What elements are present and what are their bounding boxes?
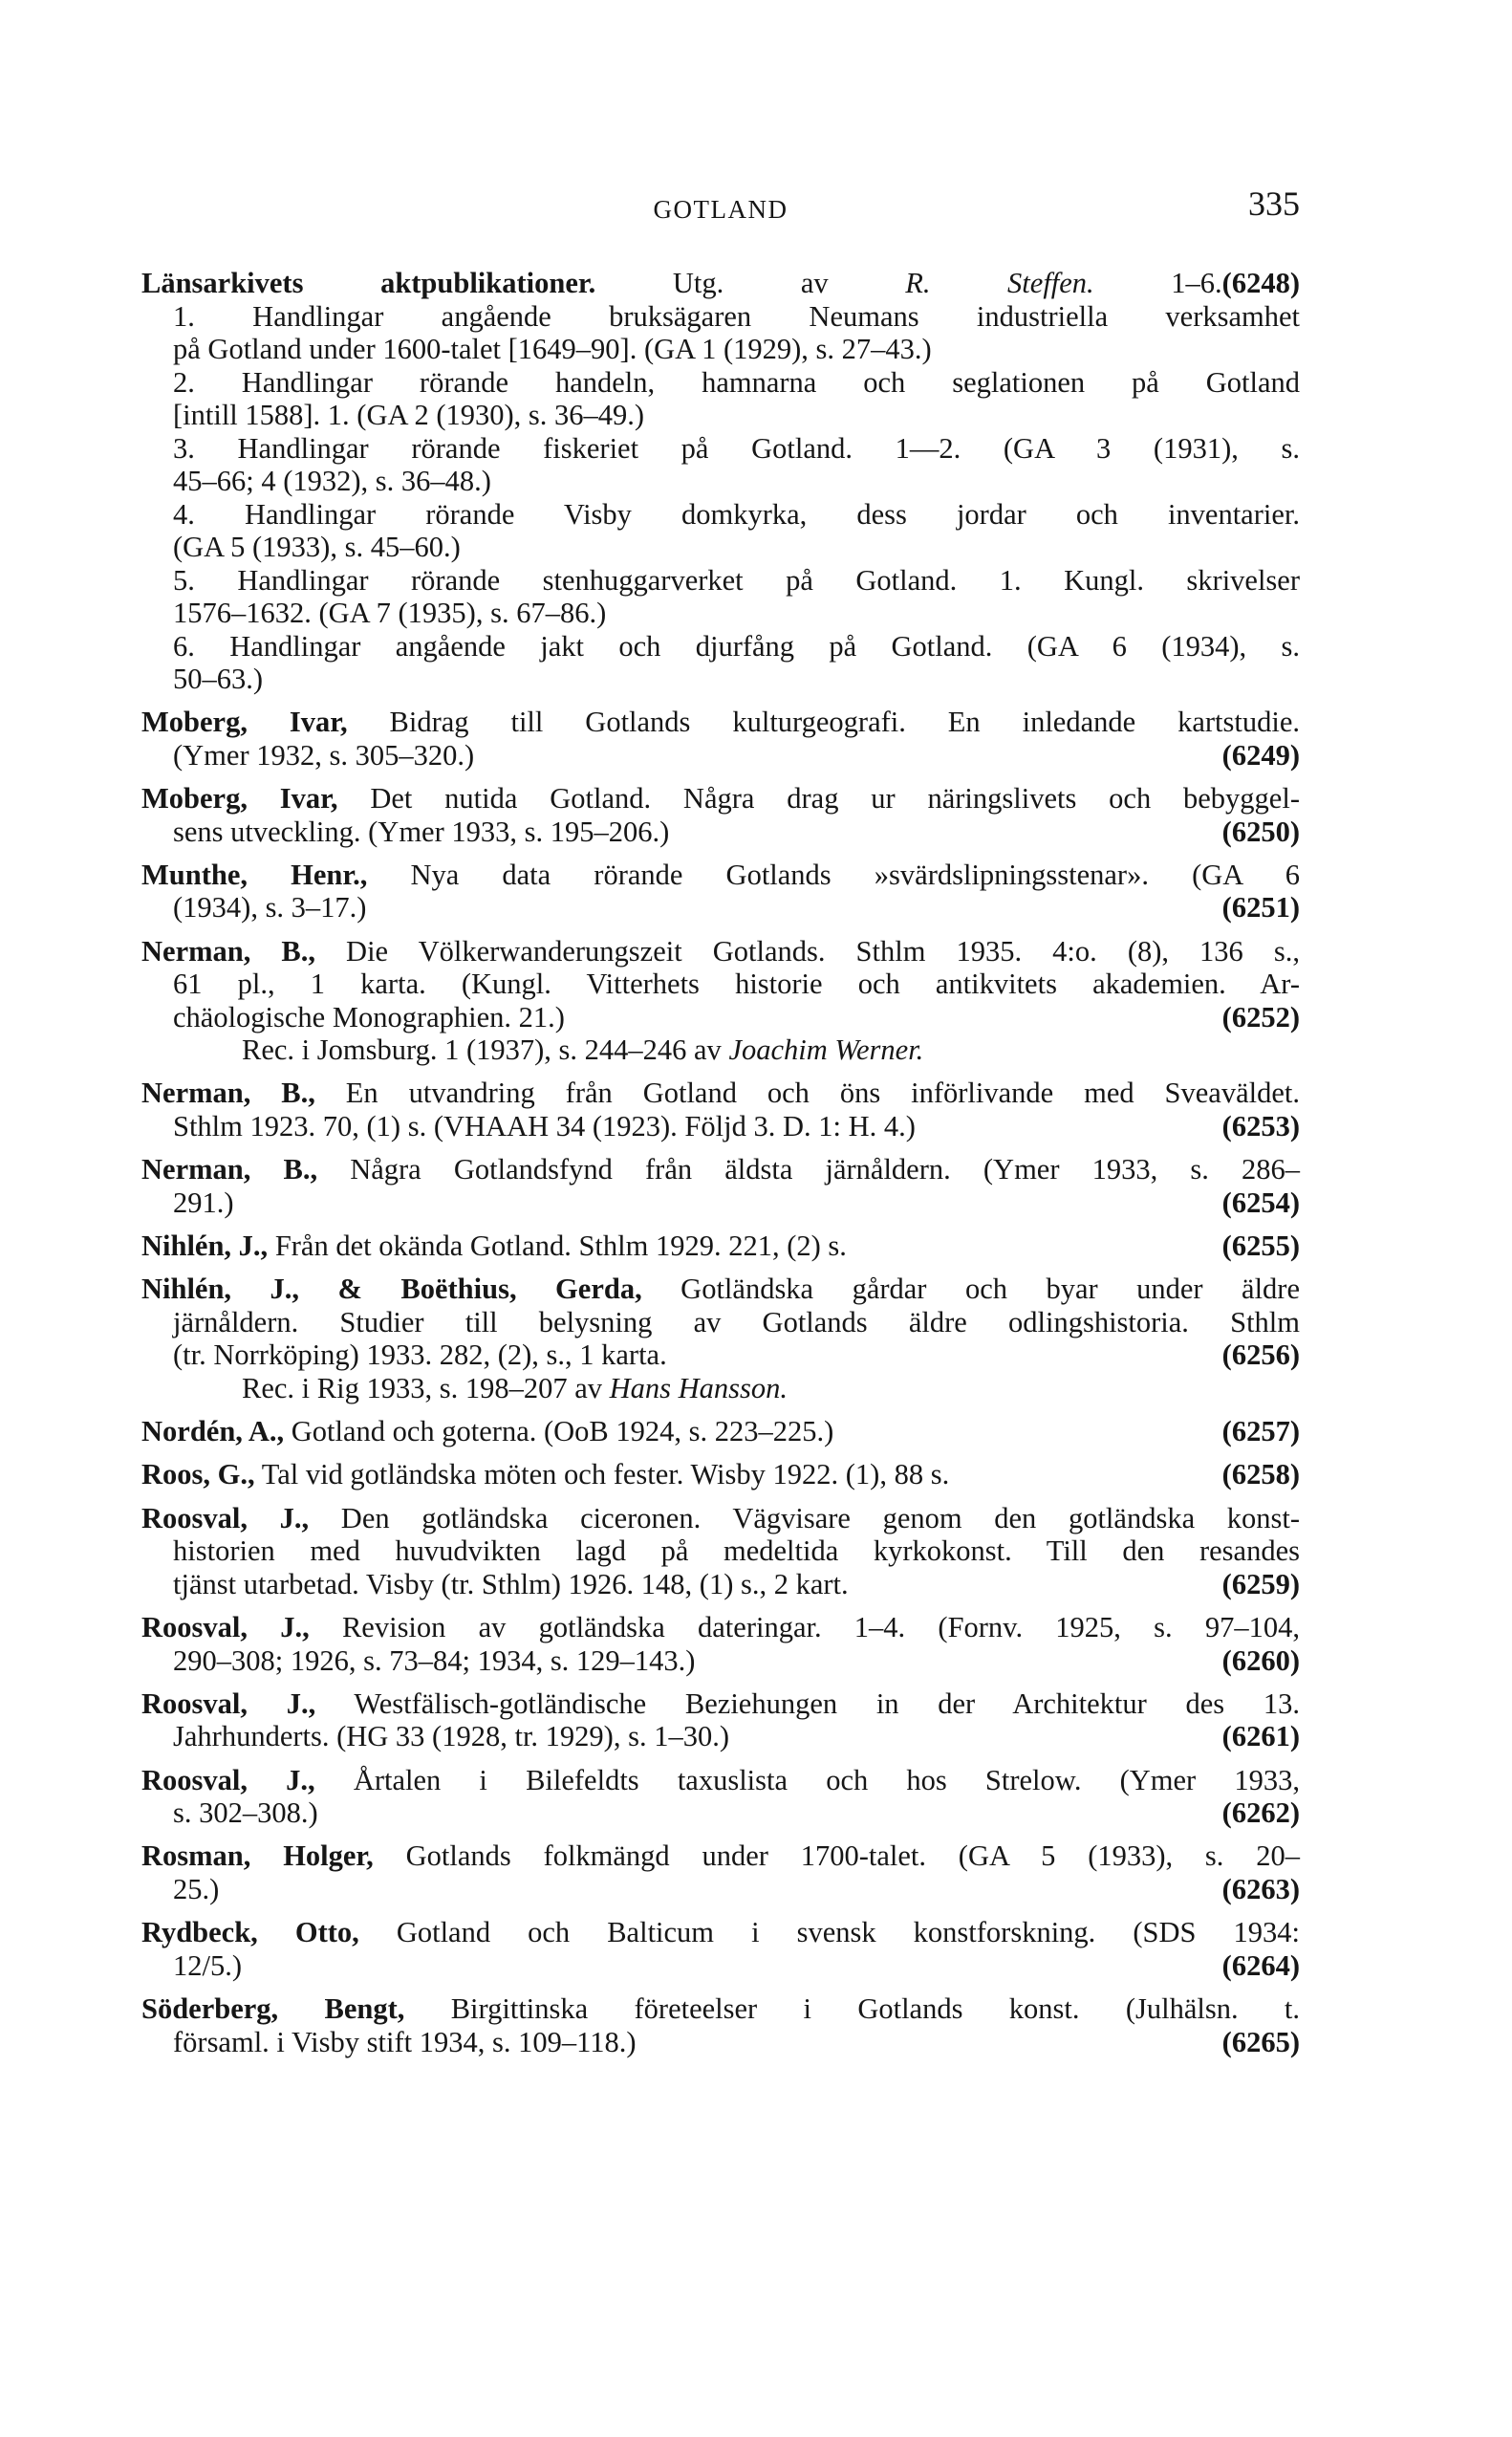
entry-text: Westfälisch-gotländische Beziehungen in der Architektur des 13.: [315, 1686, 1300, 1720]
review-text: Rec. i Rig 1933, s. 198–207 av: [242, 1371, 610, 1404]
page-number: 335: [1248, 185, 1300, 223]
entry-subline: 1. Handlingar angående bruksägaren Neumans industriella verksamhet: [173, 299, 1300, 333]
entry-number: (6254): [1221, 1186, 1300, 1219]
entry-text: Jahrhunderts. (HG 33 (1928, tr. 1929), s. 1–30.): [173, 1720, 729, 1753]
entry-author: Nerman, B.,: [141, 934, 315, 968]
entry-6253: [141, 1077, 1300, 1142]
entry-subline: på Gotland under 1600-talet [1649–90]. (GA 1 (1929), s. 27–43.): [173, 333, 932, 365]
entry-number: (6253): [1221, 1109, 1300, 1142]
entry-text: Den gotländska ciceronen. Vägvisare genom den gotländska konst-: [309, 1501, 1301, 1534]
entry-author: Länsarkivets aktpublikationer.: [141, 267, 596, 299]
entry-list: [141, 267, 1300, 2069]
entry-number: (6264): [1221, 1948, 1300, 1982]
entry-text: En utvandring från Gotland och öns införlivande med Sveaväldet.: [314, 1077, 1300, 1110]
entry-author: Roosval, J.,: [141, 1611, 310, 1644]
running-title: GOTLAND: [653, 195, 788, 224]
entry-text: Gotländska gårdar och byar under äldre: [641, 1273, 1300, 1306]
entry-text: sens utveckling. (Ymer 1933, s. 195–206.): [173, 815, 670, 848]
entry-author: Söderberg, Bengt,: [141, 1992, 405, 2026]
entry-number: (6263): [1221, 1872, 1300, 1905]
entry-text: 25.): [173, 1872, 220, 1905]
reviewer-name: Hans Hansson.: [609, 1371, 788, 1404]
entry-6260: [141, 1611, 1300, 1677]
entry-line: [141, 1992, 1300, 2026]
entry-subline: 6. Handlingar angående jakt och djurfång på Gotland. (GA 6 (1934), s.: [173, 629, 1300, 663]
entry-number: (6249): [1221, 738, 1300, 772]
entry-subline: 3. Handlingar rörande fiskeriet på Gotland. 1—2. (GA 3 (1931), s.: [173, 431, 1300, 465]
entry-text: Bidrag till Gotlands kulturgeografi. En inledande kartstudie.: [347, 706, 1300, 739]
entry-text: Nya data rörande Gotlands »svärdslipningsstenar». (GA 6: [367, 858, 1300, 891]
entry-text: 291.): [173, 1186, 234, 1219]
entry-line: [141, 706, 1300, 739]
entry-6262: [141, 1764, 1300, 1830]
entry-text: Gotland och goterna. (OoB 1924, s. 223–225.): [284, 1415, 834, 1448]
entry-subline: 45–66; 4 (1932), s. 36–48.): [173, 465, 491, 497]
entry-line: [141, 739, 1300, 772]
entry-text: tjänst utarbetad. Visby (tr. Sthlm) 1926. 148, (1) s., 2 kart.: [173, 1567, 849, 1600]
entry-author: Nerman, B.,: [141, 1077, 315, 1110]
entry-6254: [141, 1153, 1300, 1219]
entry-line: [141, 1764, 1300, 1797]
entry-text: Tal vid gotländska möten och fester. Wisby 1922. (1), 88 s.: [254, 1458, 950, 1491]
entry-text: 12/5.): [173, 1948, 243, 1982]
entry-6250: [141, 782, 1300, 848]
entry-text: s. 302–308.): [173, 1796, 318, 1830]
entry-subline: 2. Handlingar rörande handeln, hamnarna och seglationen på Gotland: [173, 365, 1300, 399]
entry-6248: [141, 267, 1300, 696]
entry-line: [141, 1687, 1300, 1721]
entry-6255: [141, 1229, 1300, 1263]
entry-number: (6248): [1221, 267, 1300, 299]
entry-author: Munthe, Henr.,: [141, 858, 368, 891]
entry-number: (6257): [1221, 1415, 1300, 1448]
review-text: Rec. i Jomsburg. 1 (1937), s. 244–246 av: [242, 1034, 729, 1067]
entry-subline: 5. Handlingar rörande stenhuggarverket på Gotland. 1. Kungl. skrivelser: [173, 563, 1300, 597]
entry-6264: [141, 1916, 1300, 1982]
entry-number: (6256): [1221, 1338, 1300, 1372]
entry-text: (tr. Norrköping) 1933. 282, (2), s., 1 karta.: [173, 1338, 667, 1372]
review-line: [141, 1372, 1300, 1405]
entry-author: Nerman, B.,: [141, 1153, 318, 1186]
entry-subline: [intill 1588]. 1. (GA 2 (1930), s. 36–49.): [173, 399, 645, 431]
running-head: [141, 187, 1300, 229]
entry-line: [141, 267, 1300, 300]
entry-author: Roosval, J.,: [141, 1501, 310, 1534]
entry-text: Revision av gotländska dateringar. 1–4. (Fornv. 1925, s. 97–104,: [309, 1611, 1301, 1644]
entry-text: (Ymer 1932, s. 305–320.): [173, 738, 475, 772]
entry-text: 1–6.: [1093, 267, 1222, 299]
entry-text: Det nutida Gotland. Några drag ur näringslivets och bebyggel-: [337, 782, 1300, 816]
entry-number: (6252): [1221, 1000, 1300, 1034]
entry-author: Roosval, J.,: [141, 1686, 316, 1720]
entry-line: järnåldern. Studier till belysning av Gotlands äldre odlingshistoria. Sthlm: [173, 1305, 1300, 1338]
entry-line: [141, 1720, 1300, 1753]
entry-line: [141, 1568, 1300, 1601]
entry-text: Sthlm 1923. 70, (1) s. (VHAAH 34 (1923). Följd 3. D. 1: H. 4.): [173, 1109, 916, 1142]
entry-text: Utg. av: [595, 267, 906, 299]
entry-line: [141, 1873, 1300, 1906]
review-line: [141, 1034, 1300, 1067]
entry-author: Moberg, Ivar,: [141, 782, 338, 816]
entry-text: församl. i Visby stift 1934, s. 109–118.): [173, 2025, 637, 2058]
entry-line: historien med huvudvikten lagd på medeltida kyrkokonst. Till den resandes: [173, 1534, 1300, 1568]
entry-author: Roosval, J.,: [141, 1763, 315, 1796]
entry-number: (6250): [1221, 815, 1300, 848]
entry-text: Birgittinska företeelser i Gotlands konst. (Julhälsn. t.: [404, 1992, 1300, 2026]
entry-number: (6258): [1221, 1458, 1300, 1491]
entry-line: [141, 1796, 1300, 1830]
entry-number: (6262): [1221, 1796, 1300, 1830]
entry-line: [141, 1415, 1300, 1448]
entry-line: [141, 935, 1300, 968]
entry-text: Några Gotlandsfynd från äldsta järnåldern. (Ymer 1933, s. 286–: [317, 1153, 1300, 1186]
entry-line: [141, 2026, 1300, 2059]
entry-line: [141, 782, 1300, 816]
entry-6251: [141, 859, 1300, 925]
entry-number: (6251): [1221, 891, 1300, 925]
entry-line: [141, 1110, 1300, 1143]
entry-6265: [141, 1992, 1300, 2058]
entry-subline: (GA 5 (1933), s. 45–60.): [173, 531, 461, 563]
entry-editor: R. Steffen.: [905, 267, 1094, 299]
entry-author: Rosman, Holger,: [141, 1839, 374, 1873]
entry-text: Årtalen i Bilefeldts taxuslista och hos Strelow. (Ymer 1933,: [314, 1763, 1300, 1796]
entry-author: Nihlén, J., & Boëthius, Gerda,: [141, 1273, 642, 1306]
entry-line: [141, 1001, 1300, 1034]
reviewer-name: Joachim Werner.: [728, 1034, 924, 1067]
entry-line: [141, 1644, 1300, 1678]
entry-line: [141, 891, 1300, 925]
entry-line: [141, 859, 1300, 892]
entry-6263: [141, 1839, 1300, 1905]
entry-text: Gotlands folkmängd under 1700-talet. (GA 5 (1933), s. 20–: [373, 1839, 1300, 1873]
entry-line: [141, 1338, 1300, 1372]
entry-line: [141, 1949, 1300, 1983]
entry-number: (6259): [1221, 1567, 1300, 1600]
entry-line: [141, 1153, 1300, 1186]
entry-line: [141, 1611, 1300, 1644]
entry-6257: [141, 1415, 1300, 1448]
entry-author: Nihlén, J.,: [141, 1229, 269, 1263]
entry-subline: 50–63.): [173, 663, 264, 695]
entry-text: Die Völkerwanderungszeit Gotlands. Sthlm 1935. 4:o. (8), 136 s.,: [315, 934, 1300, 968]
entry-author: Moberg, Ivar,: [141, 706, 348, 739]
entry-line: [141, 1458, 1300, 1491]
entry-number: (6260): [1221, 1643, 1300, 1677]
entry-line: [141, 1186, 1300, 1220]
entry-6261: [141, 1687, 1300, 1753]
entry-line: [141, 1502, 1300, 1535]
entry-number: (6261): [1221, 1720, 1300, 1753]
entry-line: 61 pl., 1 karta. (Kungl. Vitterhets historie och antikvitets akademien. Ar-: [173, 968, 1300, 1001]
entry-line: [141, 816, 1300, 849]
entry-subline: 1576–1632. (GA 7 (1935), s. 67–86.): [173, 597, 607, 629]
entry-line: [141, 1916, 1300, 1949]
entry-subline: 4. Handlingar rörande Visby domkyrka, dess jordar och inventarier.: [173, 497, 1300, 531]
entry-text: Gotland och Balticum i svensk konstforskning. (SDS 1934:: [358, 1916, 1300, 1949]
entry-author: Nordén, A.,: [141, 1415, 285, 1448]
entry-text: chäologische Monographien. 21.): [173, 1000, 565, 1034]
entry-text: (1934), s. 3–17.): [173, 891, 367, 925]
entry-6252: [141, 935, 1300, 1067]
entry-number: (6265): [1221, 2025, 1300, 2058]
entry-line: [141, 1229, 1300, 1263]
entry-line: [141, 1273, 1300, 1306]
entry-6249: [141, 706, 1300, 772]
entry-author: Rydbeck, Otto,: [141, 1916, 359, 1949]
entry-line: [141, 1839, 1300, 1873]
entry-number: (6255): [1221, 1229, 1300, 1263]
entry-6259: [141, 1502, 1300, 1601]
entry-text: Från det okända Gotland. Sthlm 1929. 221, (2) s.: [268, 1229, 847, 1263]
entry-6258: [141, 1458, 1300, 1491]
entry-author: Roos, G.,: [141, 1458, 255, 1491]
entry-6256: [141, 1273, 1300, 1404]
entry-line: [141, 1077, 1300, 1110]
entry-text: 290–308; 1926, s. 73–84; 1934, s. 129–143.): [173, 1643, 696, 1677]
